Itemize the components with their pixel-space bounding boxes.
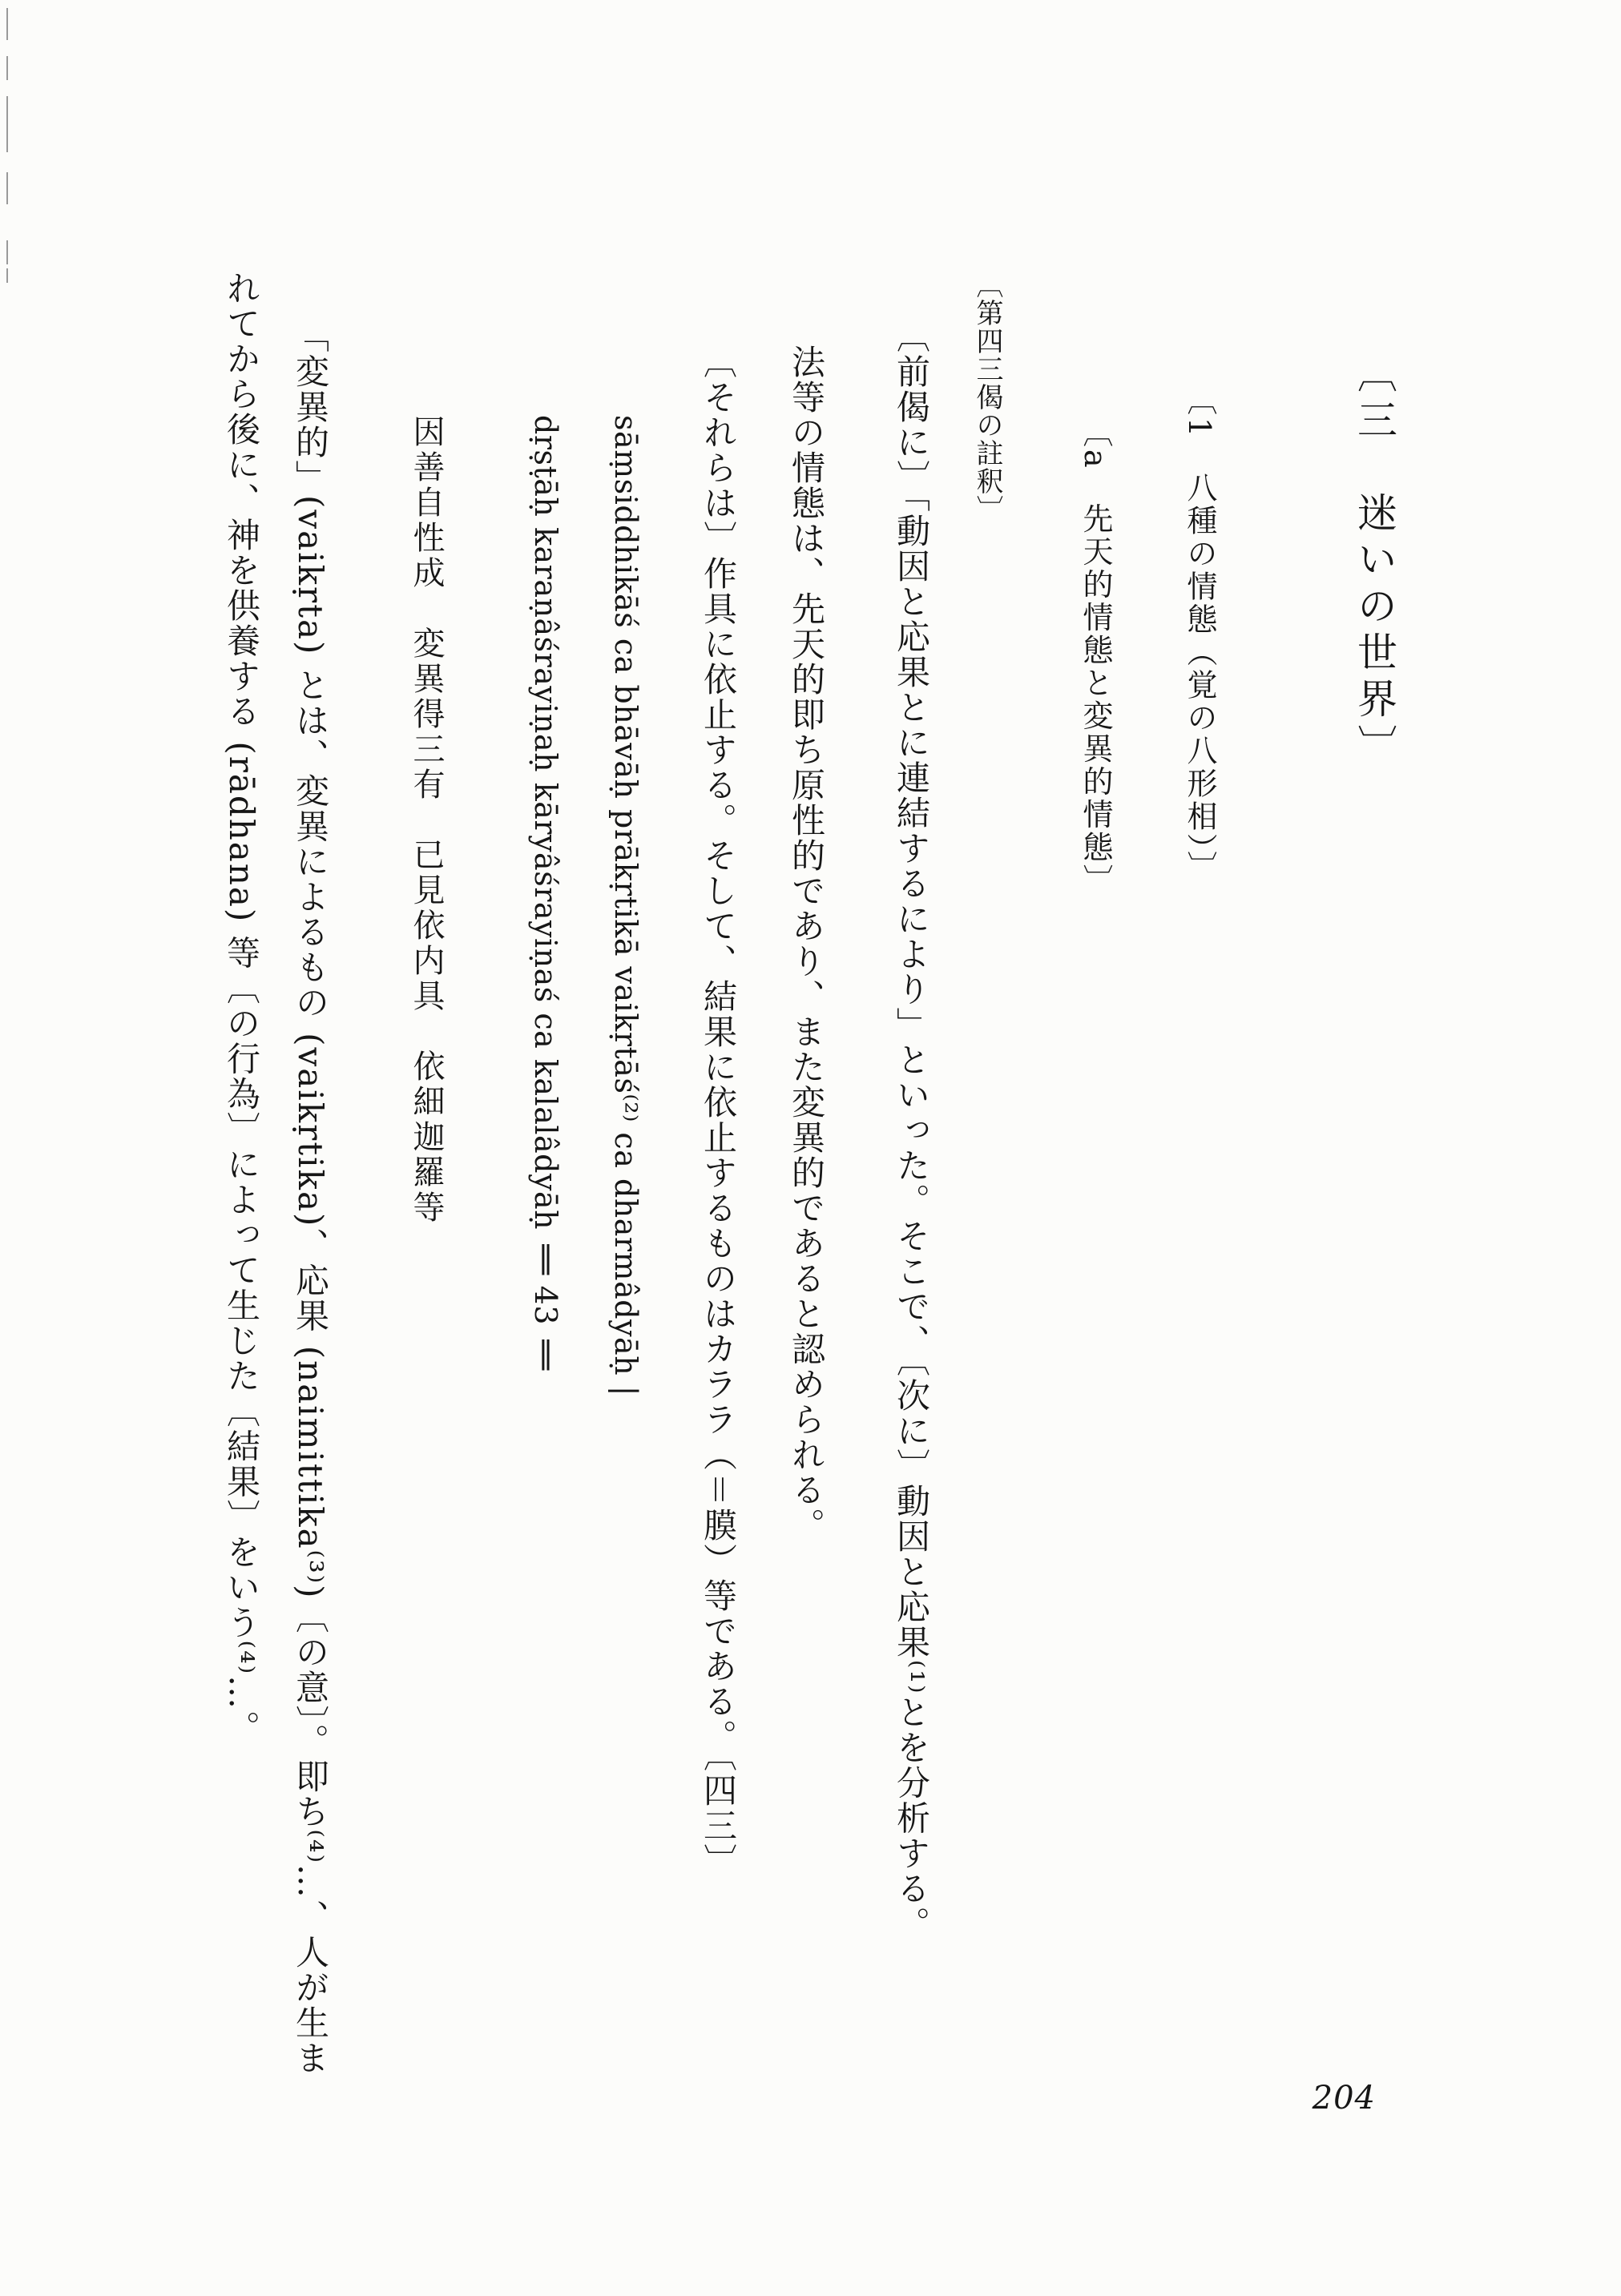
page-number: 204 <box>1312 2080 1376 2117</box>
verse-translation-line-2: 〔それらは〕作具に依止する。そして、結果に依止するものはカララ（＝膜）等である。〔四三〕 <box>699 344 738 1879</box>
body-line-1: 〔前偈に〕「動因と応果とに連結するにより」といった。そこで、〔次に〕動因と応果⁽¹⁾とを分析する。 <box>892 319 931 1942</box>
verse-translation-line-1: 法等の情態は、先天的即ち原性的であり、また変異的であると認められる。 <box>787 344 826 1543</box>
sanskrit-verse-line-2: dṛṣṭāḥ karaṇâśrayiṇaḥ kāryâśrayiṇaś ca kalalâdyāḥ ‖ 43 ‖ <box>528 415 563 1372</box>
scan-edge-marks <box>6 0 11 288</box>
body-line-3: れてから後に、神を供養する (rādhana) 等〔の行為〕によって生じた〔結果〕をいう⁽⁴⁾…。 <box>222 271 261 1746</box>
chapter-heading: 〔三 迷いの世界〕 <box>1351 352 1397 771</box>
sanskrit-verse-line-1: sāṃsiddhikāś ca bhāvāḥ prākṛtikā vaikṛtāś⁽²⁾ ca dharmâdyāḥ | <box>608 415 643 1397</box>
chinese-verse: 因善自性成 変異得三有 已見依内具 依細迦羅等 <box>408 415 445 1226</box>
verse-commentary-heading: 〔第四三偈の註釈〕 <box>971 271 1003 523</box>
subsection-heading: 〔a 先天的情態と変異的情態〕 <box>1078 417 1113 897</box>
section-heading: 〔1 八種の情態（覚の八形相）〕 <box>1182 385 1217 884</box>
body-line-2: 「変異的」(vaikṛta) とは、変異によるもの (vaikṛtika)、応果 (naimittika⁽³⁾)〔の意〕。即ち⁽⁴⁾…、人が生ま <box>291 319 330 2076</box>
